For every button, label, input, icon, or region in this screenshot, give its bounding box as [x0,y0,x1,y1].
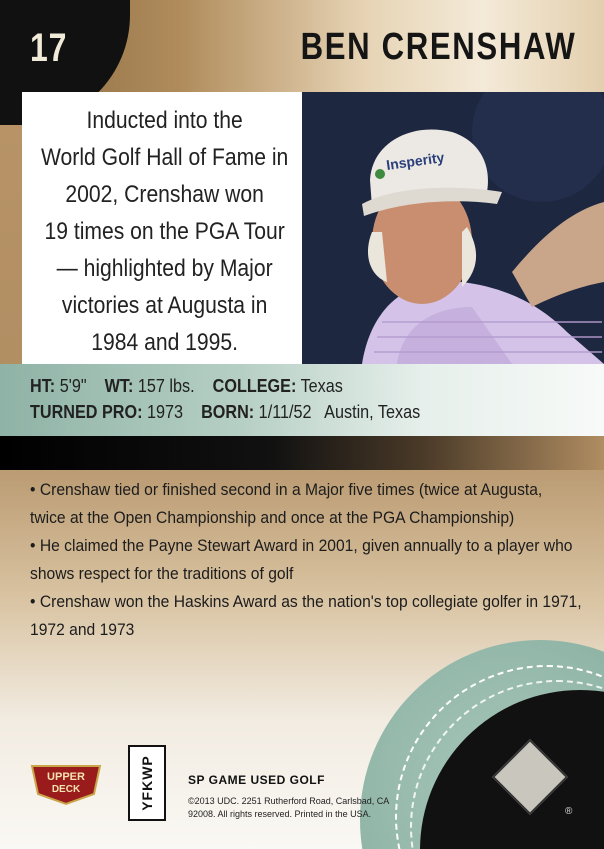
svg-text:UPPER: UPPER [47,771,85,783]
registered-mark: ® [565,806,573,817]
card-code-box [128,745,166,821]
born-place: Austin, Texas [324,402,421,422]
fact-item: • Crenshaw won the Haskins Award as the nation's top collegiate golfer in 1971, 1972 and 1973 [30,592,582,639]
svg-text:DECK: DECK [51,784,81,795]
facts-list [30,476,582,644]
height-label: HT: [30,376,56,396]
fact-item: • He claimed the Payne Stewart Award in 2001, given annually to a player who shows respect for the traditions of golf [30,536,573,583]
card-code: YFKWP [139,755,155,811]
born-value: 1/11/52 [258,402,312,422]
college-label: COLLEGE: [212,376,297,396]
weight-value: 157 lbs. [137,376,195,396]
copyright-text: ©2013 UDC. 2251 Rutherford Road, Carlsbad, CA 92008. All rights reserved. Printed in the USA. [188,796,389,819]
divider-bar [0,436,604,470]
stats-row-2 [30,402,420,423]
born-label: BORN: [201,402,255,422]
golfer-photo-illustration [302,92,604,364]
bio-panel [22,92,302,364]
stats-row-1 [30,376,343,397]
cap-logo-text: Insperity [385,149,446,173]
player-name: BEN CRENSHAW [300,26,576,68]
player-photo [302,92,604,364]
upper-deck-logo [30,760,102,806]
card-number: 17 [30,26,68,70]
brand-line: SP GAME USED GOLF [188,773,325,787]
bio-text: Inducted into the World Golf Hall of Fame in 2002, Crenshaw won 19 times on the PGA Tour — highlighted by Major victories at Augusta in 1984 and 1995. [41,107,289,356]
turned-pro-label: TURNED PRO: [30,402,143,422]
stats-band [0,364,604,436]
weight-label: WT: [104,376,134,396]
turned-pro-value: 1973 [147,402,184,422]
college-value: Texas [300,376,343,396]
height-value: 5'9" [59,376,87,396]
fact-item: • Crenshaw tied or finished second in a Major five times (twice at Augusta, twice at the Open Championship and once at the PGA Championship) [30,480,543,527]
